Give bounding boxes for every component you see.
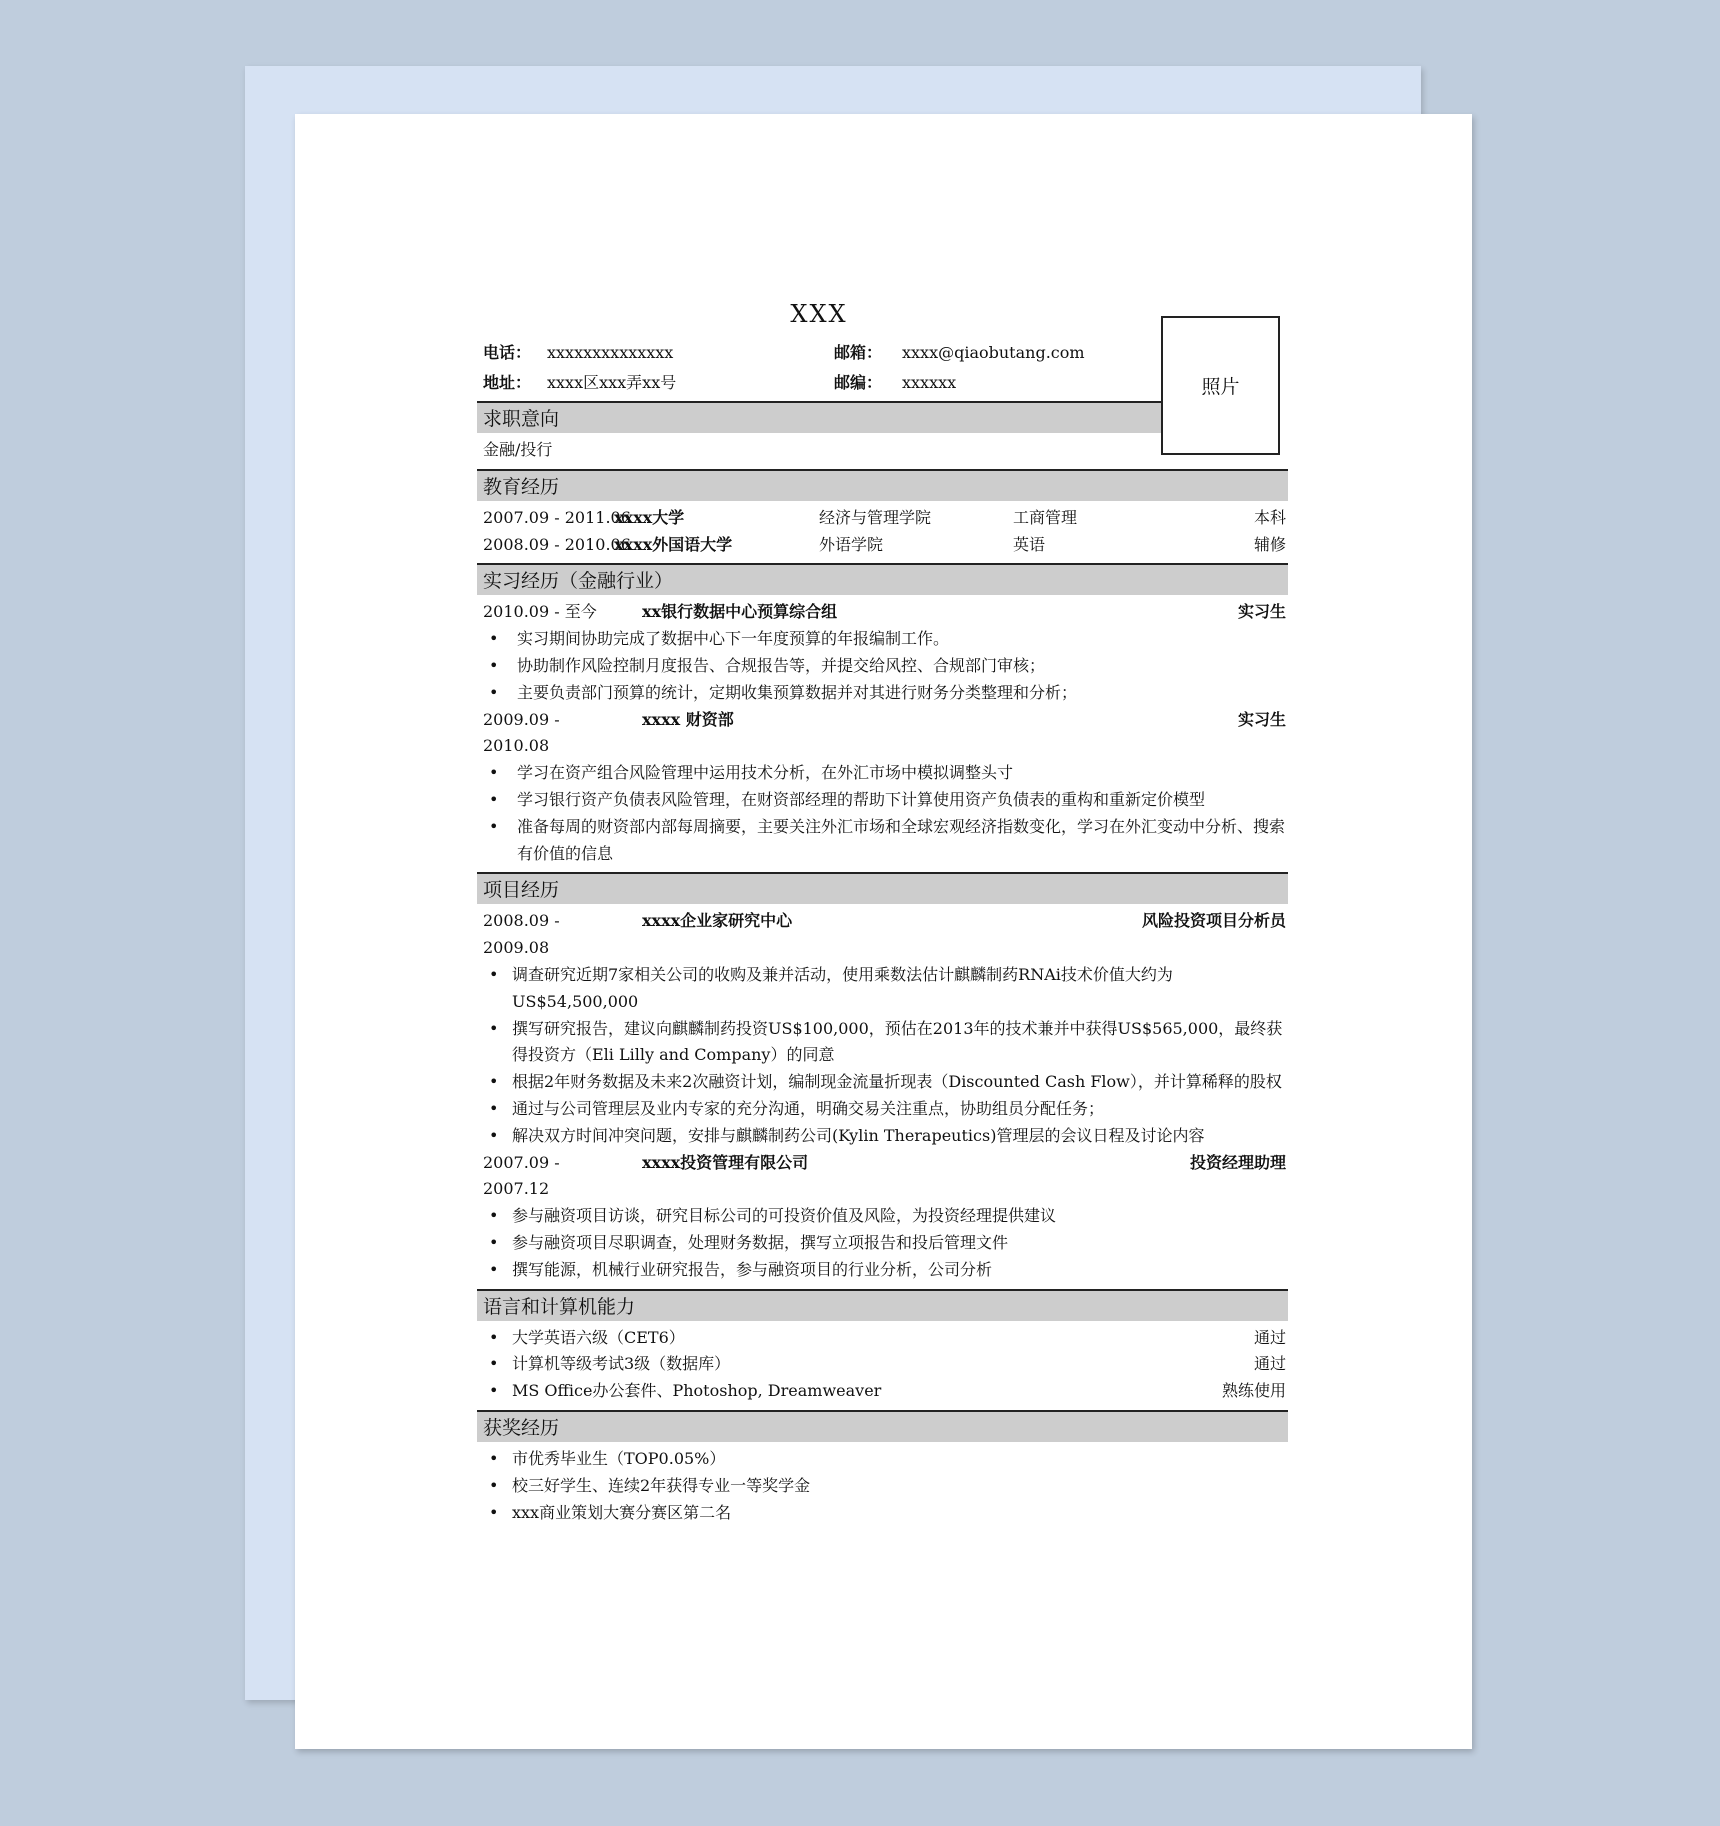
entry-organization: xxxx投资管理有限公司	[642, 1152, 809, 1172]
entry-date-end: 2009.08	[483, 938, 550, 958]
resume-page	[295, 114, 1472, 1749]
email-value: xxxx@qiaobutang.com	[902, 343, 1085, 362]
edu-date: 2007.09 - 2011.06	[483, 507, 631, 527]
entry-header-row	[477, 599, 1288, 626]
bullet-item: • 根据2年财务数据及未来2次融资计划，编制现金流量折现表（Discounted Cash Flow），并计算稀释的股权	[477, 1069, 1288, 1096]
objective-value: 金融/投行	[483, 440, 553, 459]
entry-date-end-row	[477, 935, 1288, 962]
bullet-item: • 学习在资产组合风险管理中运用技术分析，在外汇市场中模拟调整头寸	[477, 760, 1288, 787]
edu-major: 英语	[1013, 534, 1046, 554]
entry-header-row	[477, 707, 1288, 734]
entry-organization: xx银行数据中心预算综合组	[642, 602, 838, 622]
bullet-item: • 调查研究近期7家相关公司的收购及兼并活动，使用乘数法估计麒麟制药RNAi技术价值大约为US$54,500,000	[477, 962, 1288, 1016]
bullet-item: • 撰写能源，机械行业研究报告，参与融资项目的行业分析，公司分析	[477, 1257, 1288, 1284]
award-item: • xxx商业策划大赛分赛区第二名	[477, 1500, 1288, 1527]
address-label: 地址：	[483, 373, 532, 392]
entry-date: 2009.09 -	[483, 709, 560, 729]
bullet-item: • 参与融资项目尽职调查，处理财务数据，撰写立项报告和投后管理文件	[477, 1230, 1288, 1257]
skill-item	[477, 1351, 1288, 1378]
edu-date: 2008.09 - 2010.06	[483, 534, 631, 554]
entry-role: 实习生	[1237, 709, 1286, 729]
phone-label: 电话：	[483, 343, 532, 362]
entry-date-end: 2010.08	[483, 736, 550, 756]
entry-role: 投资经理助理	[1189, 1152, 1286, 1172]
bullet-item: • 参与融资项目访谈，研究目标公司的可投资价值及风险，为投资经理提供建议	[477, 1203, 1288, 1230]
entry-role: 实习生	[1237, 602, 1286, 622]
zip-value: xxxxxx	[902, 373, 957, 392]
bullet-item: • 准备每周的财资部内部每周摘要，主要关注外汇市场和全球宏观经济指数变化，学习在外汇变动中分析、搜索有价值的信息	[477, 814, 1288, 868]
skill-item	[477, 1325, 1288, 1352]
email-label: 邮箱：	[834, 343, 883, 362]
skill-level: 熟练使用	[1221, 1381, 1286, 1401]
photo-label: 照片	[1201, 376, 1240, 398]
entry-organization: xxxx企业家研究中心	[642, 911, 793, 931]
skill-name: 计算机等级考试3级（数据库）	[512, 1354, 731, 1374]
skill-name: MS Office办公套件、Photoshop, Dreamweaver	[512, 1381, 882, 1401]
section-header-objective: 求职意向	[477, 401, 1161, 433]
contact-row	[483, 368, 1163, 398]
edu-school: xxxx大学	[614, 507, 685, 527]
objective-row	[477, 437, 1288, 464]
entry-date-end: 2007.12	[483, 1179, 550, 1199]
skill-item	[477, 1378, 1288, 1405]
resume-sections	[477, 401, 1288, 1526]
section-header-skills: 语言和计算机能力	[477, 1289, 1288, 1321]
bullet-item: • 实习期间协助完成了数据中心下一年度预算的年报编制工作。	[477, 626, 1288, 653]
contact-row	[483, 338, 1163, 368]
bullet-item: • 通过与公司管理层及业内专家的充分沟通，明确交易关注重点，协助组员分配任务；	[477, 1096, 1288, 1123]
edu-college: 外语学院	[819, 534, 884, 554]
bullet-item: • 学习银行资产负债表风险管理，在财资部经理的帮助下计算使用资产负债表的重构和重新定价模型	[477, 787, 1288, 814]
section-header-projects: 项目经历	[477, 872, 1288, 904]
candidate-name: XXX	[790, 300, 848, 328]
entry-organization: xxxx 财资部	[642, 709, 734, 729]
edu-degree: 辅修	[1253, 534, 1286, 554]
entry-role: 风险投资项目分析员	[1141, 911, 1286, 931]
skill-name: 大学英语六级（CET6）	[512, 1327, 685, 1347]
award-item: • 校三好学生、连续2年获得专业一等奖学金	[477, 1473, 1288, 1500]
education-row	[477, 505, 1288, 532]
edu-college: 经济与管理学院	[819, 507, 932, 527]
entry-date: 2010.09 - 至今	[483, 602, 597, 622]
edu-degree: 本科	[1253, 507, 1286, 527]
education-row	[477, 532, 1288, 559]
contact-info	[483, 338, 1163, 398]
bullet-item: • 协助制作风险控制月度报告、合规报告等，并提交给风控、合规部门审核；	[477, 653, 1288, 680]
bullet-item: • 撰写研究报告，建议向麒麟制药投资US$100,000，预估在2013年的技术兼并中获得US$565,000，最终获得投资方（Eli Lilly and Company）的同意	[477, 1016, 1288, 1070]
skill-level: 通过	[1253, 1327, 1286, 1347]
skill-level: 通过	[1253, 1354, 1286, 1374]
award-item: • 市优秀毕业生（TOP0.05%）	[477, 1446, 1288, 1473]
entry-date: 2007.09 -	[483, 1152, 560, 1172]
address-value: xxxx区xxx弄xx号	[547, 373, 677, 392]
phone-value: xxxxxxxxxxxxxx	[547, 343, 674, 362]
section-header-awards: 获奖经历	[477, 1410, 1288, 1442]
entry-header-row	[477, 1150, 1288, 1177]
bullet-item: • 主要负责部门预算的统计，定期收集预算数据并对其进行财务分类整理和分析；	[477, 680, 1288, 707]
edu-major: 工商管理	[1013, 507, 1078, 527]
bullet-item: • 解决双方时间冲突问题，安排与麒麟制药公司(Kylin Therapeutics)管理层的会议日程及讨论内容	[477, 1123, 1288, 1150]
section-header-internship: 实习经历（金融行业）	[477, 563, 1288, 595]
entry-date-end-row	[477, 1176, 1288, 1203]
entry-date: 2008.09 -	[483, 911, 560, 931]
zip-label: 邮编：	[834, 373, 883, 392]
section-header-education: 教育经历	[477, 469, 1288, 501]
entry-header-row	[477, 908, 1288, 935]
entry-date-end-row	[477, 733, 1288, 760]
edu-school: xxxx外国语大学	[614, 534, 733, 554]
